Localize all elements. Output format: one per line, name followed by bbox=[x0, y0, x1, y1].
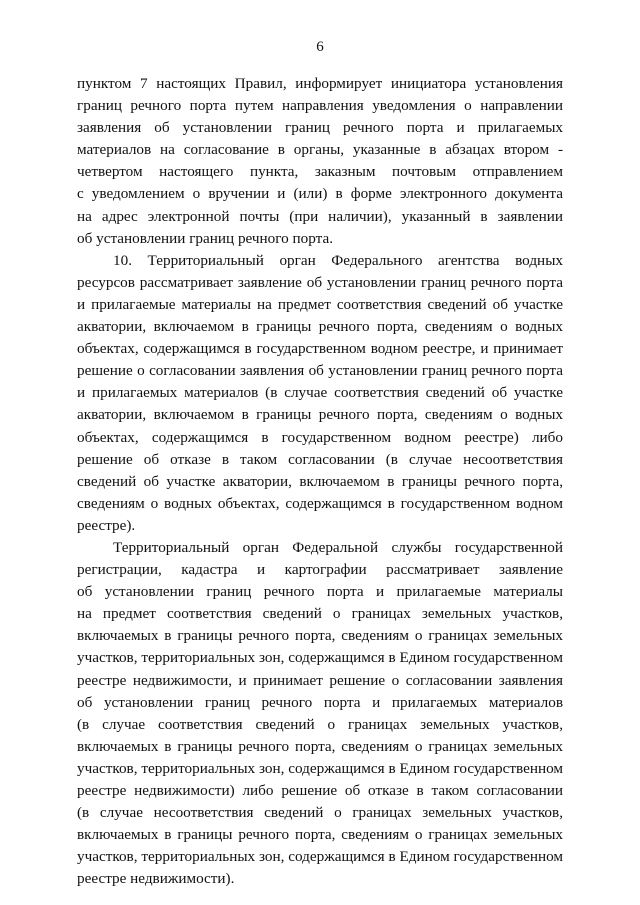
text-line: реестре недвижимости). bbox=[77, 870, 235, 888]
text-line: объектах, содержащимся в государственном водном реестре, и принимает bbox=[77, 340, 563, 358]
text-line: и прилагаемые материалы на предмет соответствия сведений об участке bbox=[77, 295, 563, 313]
text-line: сведениям о водных объектах, содержащимся в государственном водном bbox=[77, 494, 563, 512]
text-line: с уведомлением о вручении и (или) в форме электронного документа bbox=[77, 185, 563, 203]
text-line: на адрес электронной почты (при наличии), указанный в заявлении bbox=[77, 207, 563, 225]
text-line: об установлении границ речного порта и прилагаемые материалы bbox=[77, 583, 563, 601]
text-line: и прилагаемых материалов (в случае соответствия сведений об участке bbox=[77, 384, 563, 402]
text-line: Территориальный орган Федеральной службы государственной bbox=[113, 538, 563, 556]
text-line: участков, территориальных зон, содержащимся в Едином государственном bbox=[77, 848, 563, 866]
text-line: об установлении границ речного порта и прилагаемых материалов bbox=[77, 693, 563, 711]
text-line: участков, территориальных зон, содержащимся в Едином государственном bbox=[77, 759, 563, 777]
text-line: четвертом настоящего пункта, заказным почтовым отправлением bbox=[77, 163, 563, 181]
text-line: включаемых в границы речного порта, сведениям о границах земельных bbox=[77, 627, 563, 645]
text-line: сведений об участке акватории, включаемом в границы речного порта, bbox=[77, 472, 563, 490]
text-line: акватории, включаемом в границы речного порта, сведениям о водных bbox=[77, 406, 563, 424]
text-line: заявления об установлении границ речного порта и прилагаемых bbox=[77, 119, 563, 137]
text-line: акватории, включаемом в границы речного порта, сведениям о водных bbox=[77, 318, 563, 336]
text-line: материалов на согласование в органы, указанные в абзацах втором - bbox=[77, 141, 563, 159]
text-line: 10. Территориальный орган Федерального агентства водных bbox=[113, 251, 563, 269]
text-line: объектах, содержащимся в государственном водном реестре) либо bbox=[77, 428, 563, 446]
text-line: реестре). bbox=[77, 516, 136, 534]
text-line: на предмет соответствия сведений о границах земельных участков, bbox=[77, 605, 563, 623]
text-line: включаемых в границы речного порта, сведениям о границах земельных bbox=[77, 737, 563, 755]
text-line: реестре недвижимости) либо решение об отказе в таком согласовании bbox=[77, 782, 563, 799]
text-line: участков, территориальных зон, содержащимся в Едином государственном bbox=[77, 649, 563, 667]
text-line: решение об отказе в таком согласовании (в случае несоответствия bbox=[77, 450, 563, 468]
text-line: (в случае несоответствия сведений о границах земельных участков, bbox=[77, 804, 563, 822]
text-line: реестре недвижимости, и принимает решение о согласовании заявления bbox=[77, 671, 563, 689]
text-line: регистрации, кадастра и картографии рассматривает заявление bbox=[77, 561, 563, 579]
text-line: решение о согласовании заявления об установлении границ речного порта bbox=[77, 362, 563, 380]
text-line: границ речного порта путем направления уведомления о направлении bbox=[77, 97, 563, 115]
text-line: (в случае соответствия сведений о границах земельных участков, bbox=[77, 715, 563, 733]
page-number: 6 bbox=[316, 39, 324, 55]
text-line: включаемых в границы речного порта, сведениям о границах земельных bbox=[77, 826, 563, 844]
text-line: пунктом 7 настоящих Правил, информирует инициатора установления bbox=[77, 75, 563, 92]
document-body bbox=[77, 73, 563, 890]
text-line: ресурсов рассматривает заявление об установлении границ речного порта bbox=[77, 273, 563, 291]
text-line: об установлении границ речного порта. bbox=[77, 229, 333, 247]
